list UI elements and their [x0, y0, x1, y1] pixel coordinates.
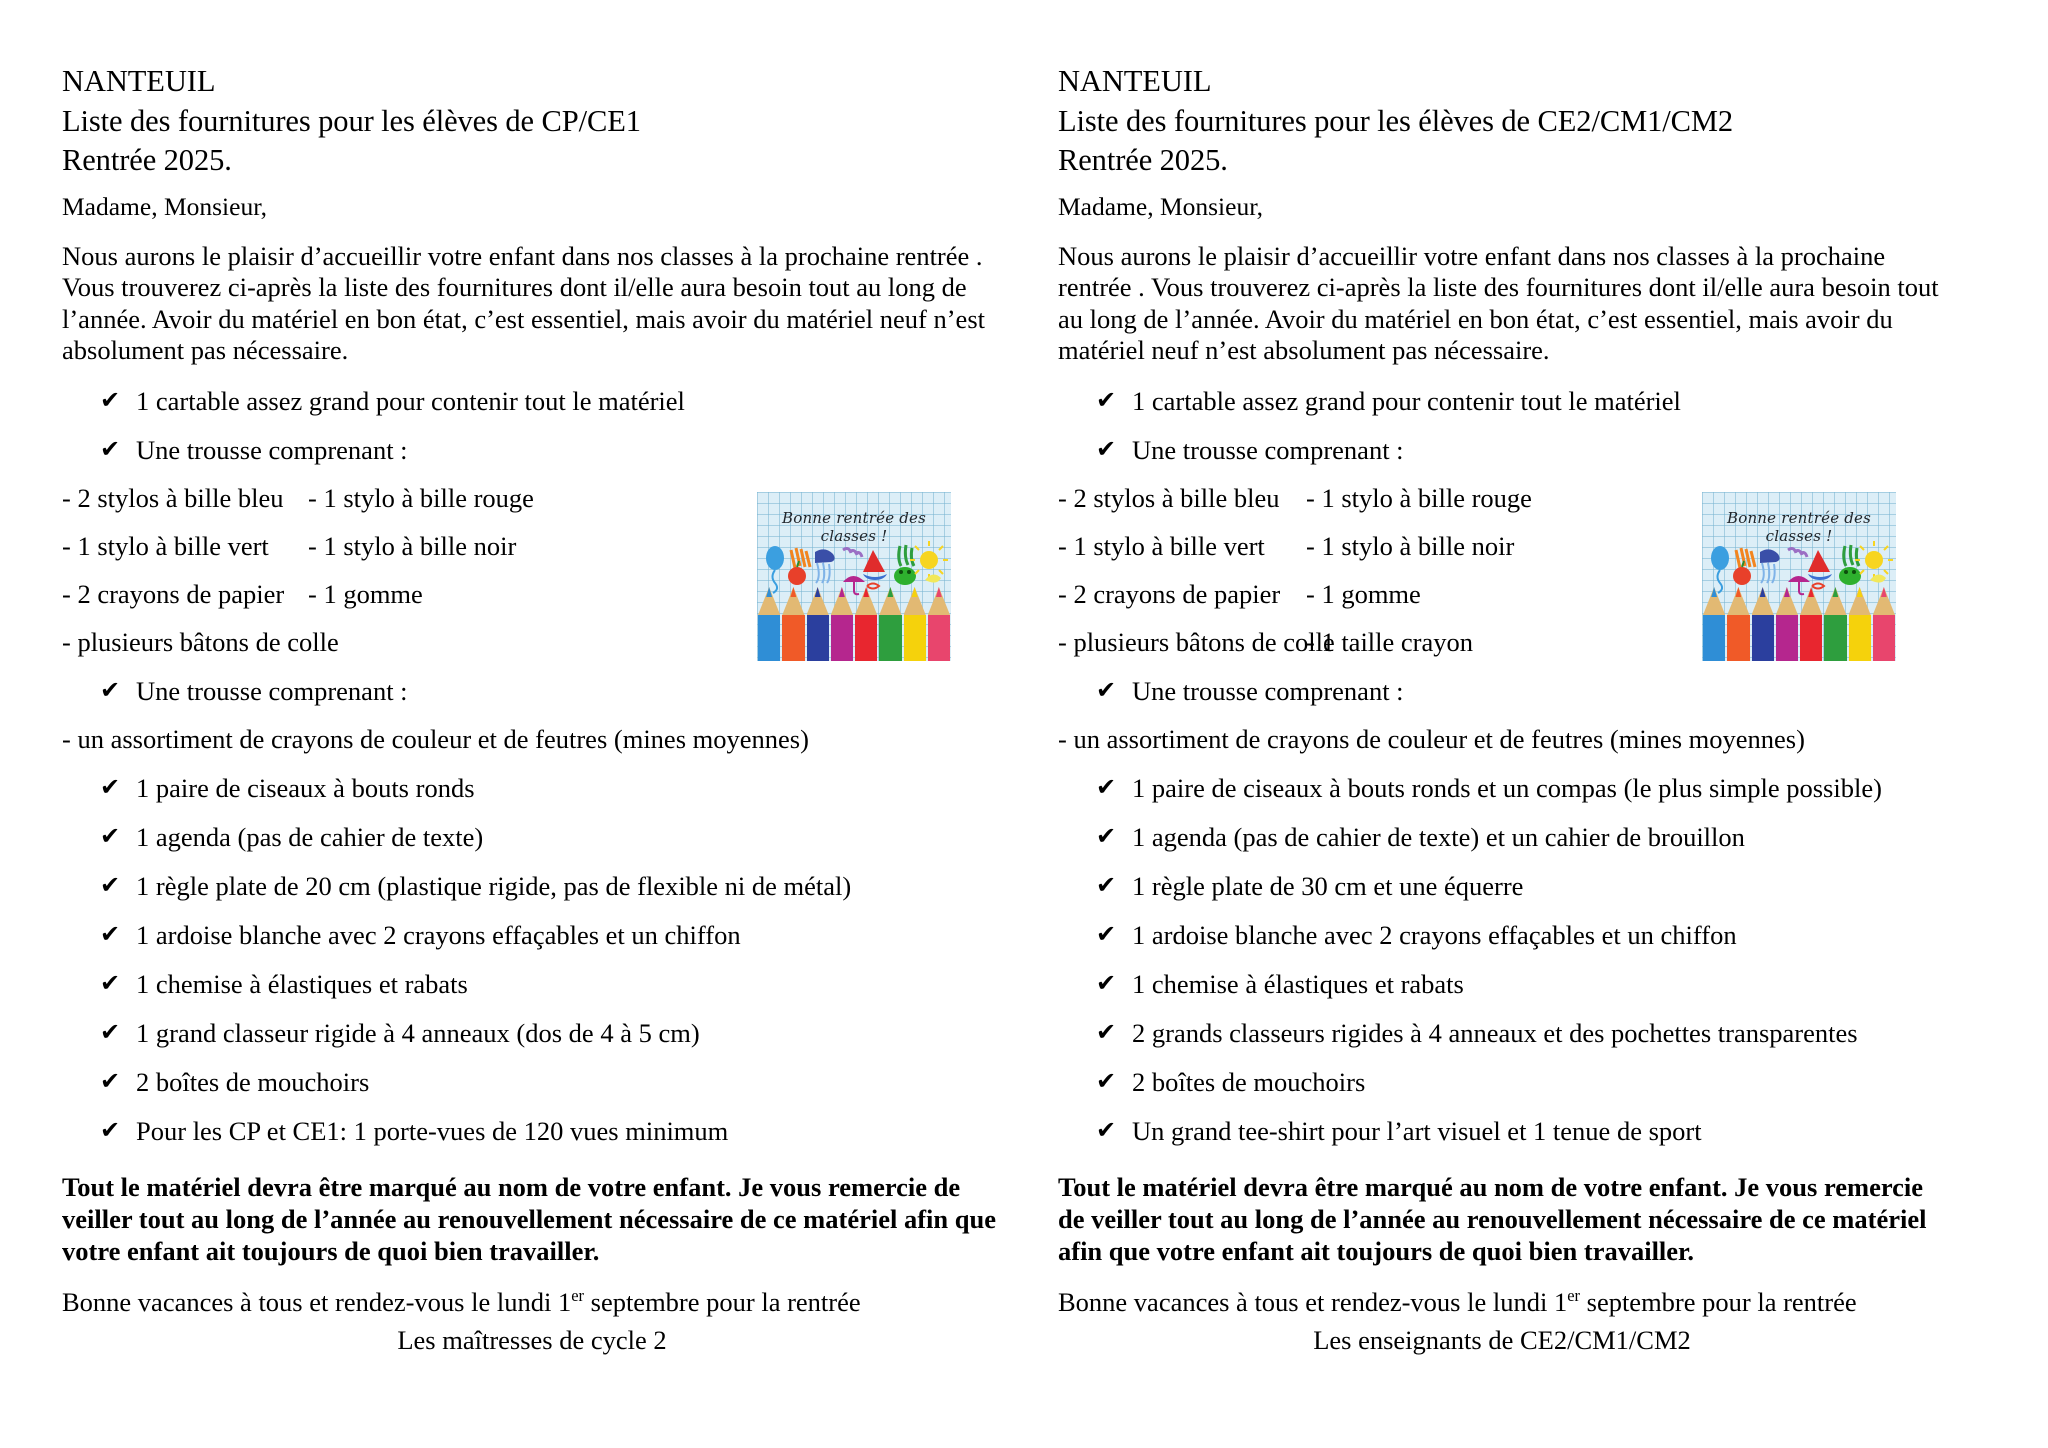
check-icon: ✔ — [100, 870, 121, 899]
checklist-bottom — [62, 773, 1002, 1146]
closing-paragraph — [1058, 1287, 1946, 1318]
list-item — [1058, 822, 1946, 852]
supply-left: - 2 stylos à bille bleu — [1058, 482, 1280, 513]
school-year: Rentrée 2025. — [62, 143, 232, 177]
check-icon: ✔ — [100, 919, 121, 948]
list-item-label: Une trousse comprenant : — [1132, 434, 1404, 465]
ordinal-suffix: er — [1567, 1285, 1580, 1305]
check-icon: ✔ — [100, 968, 121, 997]
check-icon: ✔ — [1096, 1017, 1117, 1046]
list-item — [62, 871, 1002, 901]
check-icon: ✔ — [100, 675, 121, 704]
signature: Les maîtresses de cycle 2 — [397, 1324, 667, 1355]
list-item-label: 1 cartable assez grand pour contenir tout le matériel — [136, 385, 685, 416]
list-item — [62, 676, 1002, 706]
list-item-label: 2 boîtes de mouchoirs — [136, 1066, 370, 1097]
list-item-label: Une trousse comprenant : — [1132, 675, 1404, 706]
closing-prefix: Bonne vacances à tous et rendez-vous le lundi 1 — [62, 1286, 572, 1317]
supply-right: - 1 stylo à bille rouge — [308, 482, 534, 513]
list-item-label: 1 agenda (pas de cahier de texte) — [136, 821, 484, 852]
supply-right: - 1 stylo à bille noir — [308, 530, 517, 561]
list-item-label: 1 règle plate de 30 cm et une équerre — [1132, 870, 1524, 901]
illustration-caption: Bonne rentrée des classes ! — [1726, 509, 1872, 545]
signature: Les enseignants de CE2/CM1/CM2 — [1313, 1324, 1691, 1355]
list-item — [1058, 1067, 1946, 1097]
check-icon: ✔ — [100, 1115, 121, 1144]
illustration-caption: Bonne rentrée des classes ! — [781, 509, 927, 545]
list-item-label: 1 ardoise blanche avec 2 crayons effaçables et un chiffon — [1132, 919, 1737, 950]
pencil-orange — [1726, 587, 1750, 661]
list-item-label: 1 cartable assez grand pour contenir tout le matériel — [1132, 385, 1681, 416]
list-item — [1058, 969, 1946, 999]
list-item-label: 1 agenda (pas de cahier de texte) et un cahier de brouillon — [1132, 821, 1745, 852]
check-icon: ✔ — [1096, 434, 1117, 463]
list-item-label: Un grand tee-shirt pour l’art visuel et 1 tenue de sport — [1132, 1115, 1702, 1146]
list-item — [1058, 386, 1946, 416]
closing-suffix: septembre pour la rentrée — [1580, 1286, 1857, 1317]
checklist-top — [62, 386, 1002, 465]
heading-block-right — [1058, 62, 1946, 181]
supply-left: - 1 stylo à bille vert — [62, 530, 269, 561]
pencil-blue — [757, 587, 781, 661]
supply-right: - 1 gomme — [308, 578, 423, 609]
list-item-label: Pour les CP et CE1: 1 porte-vues de 120 vues minimum — [136, 1115, 729, 1146]
list-item — [62, 920, 1002, 950]
closing-bold-paragraph: Tout le matériel devra être marqué au nom de votre enfant. Je vous remercie de veiller tout au long de l’année au renouvellement nécessaire de ce matériel afin que votre enfant ait toujours de quoi bien travailler. — [1058, 1171, 1927, 1266]
check-icon: ✔ — [1096, 821, 1117, 850]
salutation: Madame, Monsieur, — [1058, 191, 1264, 221]
supply-left: - plusieurs bâtons de colle — [1058, 626, 1335, 657]
pencil-green — [1823, 587, 1847, 661]
heading-block-left — [62, 62, 1002, 181]
page-title: Liste des fournitures pour les élèves de CE2/CM1/CM2 — [1058, 103, 1734, 138]
assortment-line: - un assortiment de crayons de couleur et de feutres (mines moyennes) — [1058, 723, 1805, 754]
list-item-label: 1 chemise à élastiques et rabats — [136, 968, 468, 999]
check-icon: ✔ — [1096, 772, 1117, 801]
list-item — [62, 969, 1002, 999]
supply-right: - 1 gomme — [1306, 578, 1421, 609]
supply-right: - 1 stylo à bille noir — [1306, 530, 1515, 561]
pencil-yellow — [1848, 587, 1872, 661]
list-item — [62, 435, 1002, 465]
check-icon: ✔ — [1096, 1115, 1117, 1144]
checklist-top — [1058, 386, 1946, 465]
ordinal-suffix: er — [571, 1285, 584, 1305]
pencils-row — [1702, 587, 1896, 661]
list-item — [1058, 920, 1946, 950]
intro-paragraph: Nous aurons le plaisir d’accueillir votre enfant dans nos classes à la prochaine rentrée . Vous trouverez ci-après la liste des fournitures dont il/elle aura besoin tout au long de l’année. Avoir du matériel en bon état, c’est essentiel, mais avoir du matériel neuf n’est absolument pas nécessaire. — [62, 240, 985, 365]
check-icon: ✔ — [1096, 675, 1117, 704]
pencil-yellow — [903, 587, 927, 661]
list-item — [62, 386, 1002, 416]
closing-prefix: Bonne vacances à tous et rendez-vous le lundi 1 — [1058, 1286, 1568, 1317]
intro-paragraph: Nous aurons le plaisir d’accueillir votre enfant dans nos classes à la prochaine rentrée . Vous trouverez ci-après la liste des fournitures dont il/elle aura besoin tout au long de l’année. Avoir du matériel en bon état, c’est essentiel, mais avoir du matériel neuf n’est absolument pas nécessaire. — [1058, 240, 1939, 365]
check-icon: ✔ — [1096, 919, 1117, 948]
list-item-label: 1 grand classeur rigide à 4 anneaux (dos de 4 à 5 cm) — [136, 1017, 700, 1048]
check-icon: ✔ — [100, 772, 121, 801]
check-icon: ✔ — [100, 434, 121, 463]
pencil-pink — [927, 587, 951, 661]
check-icon: ✔ — [1096, 870, 1117, 899]
pencil-navy — [1751, 587, 1775, 661]
list-item — [62, 773, 1002, 803]
page-title: Liste des fournitures pour les élèves de CP/CE1 — [62, 103, 641, 138]
list-item — [62, 822, 1002, 852]
supply-right: - 1 taille crayon — [1306, 626, 1474, 657]
closing-bold-paragraph: Tout le matériel devra être marqué au nom de votre enfant. Je vous remercie de veiller tout au long de l’année au renouvellement nécessaire de ce matériel afin que votre enfant ait toujours de quoi bien travailler. — [62, 1171, 996, 1266]
pencil-magenta — [830, 587, 854, 661]
pencil-red — [1799, 587, 1823, 661]
pencil-magenta — [1775, 587, 1799, 661]
supply-left: - 1 stylo à bille vert — [1058, 530, 1265, 561]
closing-suffix: septembre pour la rentrée — [584, 1286, 861, 1317]
pencil-navy — [806, 587, 830, 661]
supply-left: - 2 stylos à bille bleu — [62, 482, 284, 513]
check-icon: ✔ — [1096, 968, 1117, 997]
column-cp-ce1 — [62, 62, 1024, 1448]
list-item — [62, 1067, 1002, 1097]
list-item-label: 1 chemise à élastiques et rabats — [1132, 968, 1464, 999]
check-icon: ✔ — [100, 821, 121, 850]
column-ce2-cm1-cm2 — [1024, 62, 1986, 1448]
list-item — [62, 1018, 1002, 1048]
pencil-blue — [1702, 587, 1726, 661]
supply-left: - plusieurs bâtons de colle — [62, 626, 339, 657]
list-item — [1058, 1116, 1946, 1146]
list-item-label: 1 ardoise blanche avec 2 crayons effaçables et un chiffon — [136, 919, 741, 950]
school-year: Rentrée 2025. — [1058, 143, 1228, 177]
school-name: NANTEUIL — [1058, 64, 1212, 98]
checklist-mid — [1058, 676, 1946, 706]
list-item-label: Une trousse comprenant : — [136, 675, 408, 706]
list-item — [1058, 871, 1946, 901]
check-icon: ✔ — [1096, 1066, 1117, 1095]
bonne-rentree-illustration — [757, 492, 951, 661]
assortment-line: - un assortiment de crayons de couleur et de feutres (mines moyennes) — [62, 723, 809, 754]
supply-right: - 1 stylo à bille rouge — [1306, 482, 1532, 513]
list-item — [1058, 1018, 1946, 1048]
bonne-rentree-illustration — [1702, 492, 1896, 661]
check-icon: ✔ — [1096, 385, 1117, 414]
salutation: Madame, Monsieur, — [62, 191, 268, 221]
pencils-row — [757, 587, 951, 661]
checklist-bottom — [1058, 773, 1946, 1146]
checklist-mid — [62, 676, 1002, 706]
supply-left: - 2 crayons de papier — [1058, 578, 1281, 609]
list-item-label: 2 grands classeurs rigides à 4 anneaux et des pochettes transparentes — [1132, 1017, 1858, 1048]
pencil-red — [854, 587, 878, 661]
pencil-green — [878, 587, 902, 661]
pencil-pink — [1872, 587, 1896, 661]
list-item — [62, 1116, 1002, 1146]
list-item-label: 1 paire de ciseaux à bouts ronds et un compas (le plus simple possible) — [1132, 772, 1882, 803]
closing-paragraph — [62, 1287, 1002, 1318]
supply-left: - 2 crayons de papier — [62, 578, 285, 609]
list-item — [1058, 773, 1946, 803]
list-item-label: 1 règle plate de 20 cm (plastique rigide, pas de flexible ni de métal) — [136, 870, 852, 901]
check-icon: ✔ — [100, 1066, 121, 1095]
list-item-label: 1 paire de ciseaux à bouts ronds — [136, 772, 475, 803]
list-item — [1058, 435, 1946, 465]
list-item-label: Une trousse comprenant : — [136, 434, 408, 465]
list-item — [1058, 676, 1946, 706]
check-icon: ✔ — [100, 385, 121, 414]
school-name: NANTEUIL — [62, 64, 216, 98]
check-icon: ✔ — [100, 1017, 121, 1046]
list-item-label: 2 boîtes de mouchoirs — [1132, 1066, 1366, 1097]
pencil-orange — [781, 587, 805, 661]
